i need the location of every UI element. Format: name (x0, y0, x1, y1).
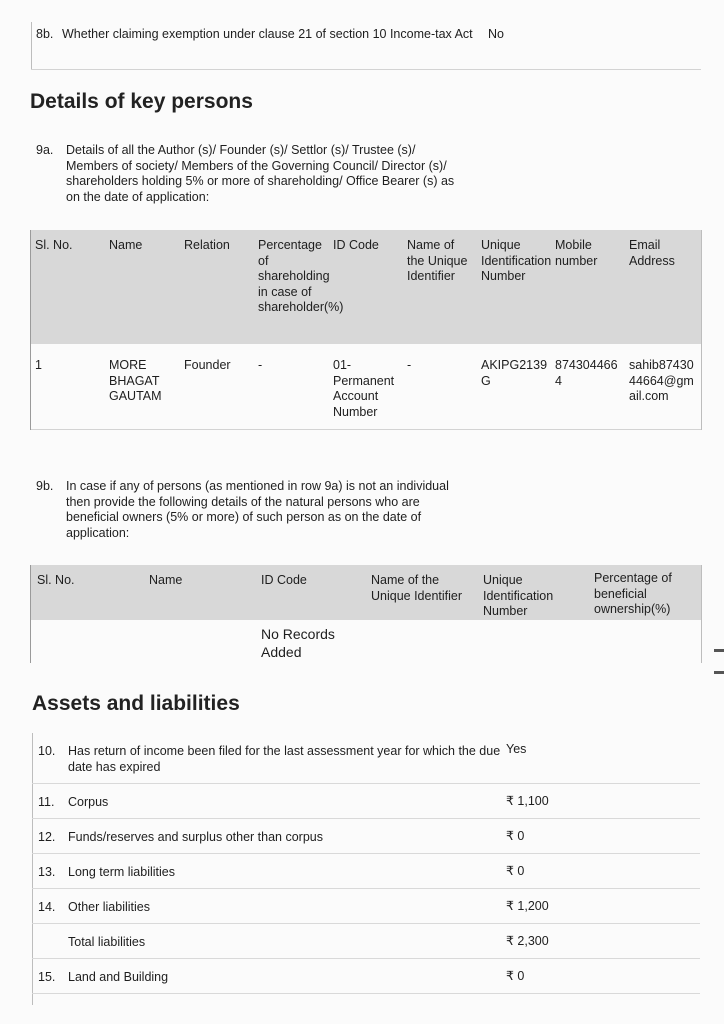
asset-row-land-building (32, 960, 700, 994)
asset-row-corpus (32, 785, 700, 819)
cell-sl-no: 1 (35, 358, 42, 372)
cell-unique-identifier-name: - (407, 358, 412, 372)
question-text-9b: In case if any of persons (as mentioned in row 9a) is not an individual then provide the following details of the natural persons who are beneficial owners (5% or more) of such person as on the date of application: (66, 479, 449, 540)
scan-edge-mark (714, 671, 724, 674)
cell-unique-id-number: AKIPG2139G (481, 358, 548, 388)
table-9b (30, 565, 702, 663)
divider (32, 993, 700, 994)
row-label: Has return of income been filed for the last assessment year for which the due date has expired (68, 744, 501, 774)
header-unique-identifier-name: Name of the Unique Identifier (371, 573, 463, 603)
row-number: 15. (38, 970, 56, 984)
cell-email: sahib8743044664@gmail.com (629, 358, 694, 403)
header-unique-id-number: Unique Identification Number (483, 573, 554, 618)
asset-row-other-liabilities (32, 890, 700, 924)
divider (32, 783, 700, 784)
row-value: ₹ 0 (506, 829, 525, 843)
row-label: Total liabilities (68, 935, 146, 949)
header-unique-id-number: Unique Identification Number (481, 238, 552, 283)
row-label: Other liabilities (68, 900, 150, 914)
asset-row-return-filed (32, 734, 700, 784)
header-sl-no: Sl. No. (37, 573, 75, 587)
header-sl-no: Sl. No. (35, 238, 73, 252)
row-label: Long term liabilities (68, 865, 175, 879)
row-label: Land and Building (68, 970, 169, 984)
row-label: Funds/reserves and surplus other than corpus (68, 830, 323, 844)
question-number: 9b. (36, 479, 54, 493)
header-id-code: ID Code (333, 238, 379, 252)
row-number: 10. (38, 744, 56, 758)
header-name: Name (109, 238, 143, 252)
cell-id-code: 01- Permanent Account Number (333, 358, 395, 419)
divider (32, 888, 700, 889)
asset-row-funds-reserves (32, 820, 700, 854)
cell-mobile: 8743044664 (555, 358, 618, 388)
item-number: 8b. (36, 27, 54, 41)
item-label: Whether claiming exemption under clause 21 of section 10 Income-tax Act (62, 27, 473, 41)
row-value: ₹ 1,100 (506, 794, 549, 808)
empty-records-message: No Records Added (261, 626, 335, 660)
row-value: ₹ 2,300 (506, 934, 549, 948)
row-label: Corpus (68, 795, 109, 809)
cell-name: MORE BHAGAT GAUTAM (109, 358, 162, 403)
scan-edge-mark (714, 649, 724, 652)
asset-row-long-term-liabilities (32, 855, 700, 889)
header-name: Name (149, 573, 183, 587)
table-9a (30, 230, 702, 430)
row-number: 11. (38, 795, 55, 809)
header-email: Email Address (629, 238, 675, 268)
header-mobile: Mobile number (555, 238, 598, 268)
header-percentage: Percentage of shareholding in case of shareholder(%) (258, 238, 344, 314)
divider (32, 958, 700, 959)
cell-percentage: - (258, 358, 263, 372)
header-relation: Relation (184, 238, 230, 252)
divider (31, 69, 701, 70)
row-border (31, 22, 32, 70)
divider (32, 923, 700, 924)
divider (31, 429, 701, 430)
row-value: ₹ 0 (506, 969, 525, 983)
row-number: 12. (38, 830, 56, 844)
header-id-code: ID Code (261, 573, 307, 587)
item-value: No (488, 27, 504, 41)
row-number: 14. (38, 900, 56, 914)
row-value: ₹ 1,200 (506, 899, 549, 913)
header-beneficial-ownership: Percentage of beneficial ownership(%) (594, 571, 672, 616)
question-text-9a: Details of all the Author (s)/ Founder (s)/ Settlor (s)/ Trustee (s)/ Members of society/ Members of the Governing Council/ Director (s)/ shareholders holding 5% or more of shareholding/ Office Bearer (s) as on the date of application: (66, 143, 455, 204)
row-number: 13. (38, 865, 56, 879)
asset-row-total-liabilities (32, 925, 700, 959)
divider (32, 853, 700, 854)
header-unique-identifier-name: Name of the Unique Identifier (407, 238, 468, 283)
row-value: Yes (506, 742, 527, 756)
cell-relation: Founder (184, 358, 231, 372)
section-heading-assets: Assets and liabilities (32, 692, 240, 715)
divider (32, 818, 700, 819)
row-value: ₹ 0 (506, 864, 525, 878)
question-number: 9a. (36, 143, 54, 157)
section-heading-key-persons: Details of key persons (30, 90, 253, 113)
